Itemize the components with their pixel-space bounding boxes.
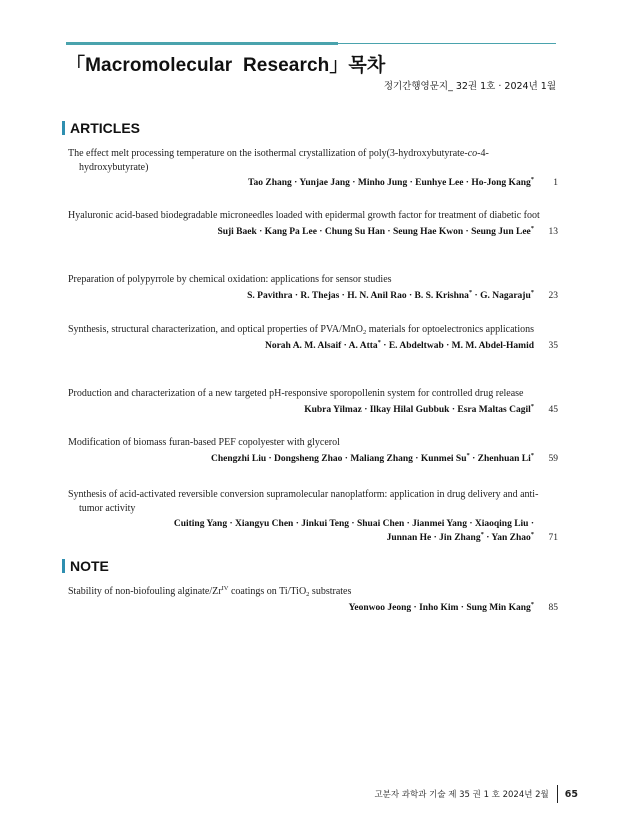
page-number: 71 — [548, 532, 558, 543]
page-title: 「Macromolecular Research」목차 — [66, 55, 386, 76]
section-heading-label: NOTE — [70, 558, 109, 574]
author-line — [68, 453, 558, 467]
article-authors: S. Pavithra · R. Thejas · H. N. Anil Rao · B. S. Krishna* · G. Nagaraju* — [247, 288, 534, 301]
page-footer — [374, 785, 578, 803]
toc-entry[interactable] — [68, 147, 558, 191]
article-title[interactable]: The effect melt processing temperature on the isothermal crystallization of poly(3-hydroxybutyrate-co-4-hydroxybutyrate) — [68, 148, 489, 173]
section-heading-label: ARTICLES — [70, 120, 140, 136]
footer-journal: 고분자 과학과 기술 제 35 권 1 호 2024년 2월 — [374, 790, 549, 800]
toc-entry[interactable] — [68, 436, 558, 466]
author-line — [68, 226, 558, 240]
article-authors: Chengzhi Liu · Dongsheng Zhao · Maliang Zhang · Kunmei Su* · Zhenhuan Li* — [210, 451, 534, 464]
article-authors: Yeonwoo Jeong · Inho Kim · Sung Min Kang* — [348, 600, 534, 613]
toc-entry[interactable] — [68, 387, 558, 417]
author-line — [68, 177, 558, 191]
author-line — [68, 602, 558, 616]
author-line — [68, 290, 558, 304]
section-heading-articles — [62, 120, 140, 136]
toc-entry[interactable] — [68, 488, 558, 545]
toc-entry[interactable] — [68, 273, 558, 303]
article-authors: Kubra Yilmaz · Ilkay Hilal Gubbuk · Esra Maltas Cagil* — [304, 402, 534, 415]
article-title[interactable]: Synthesis, structural characterization, and optical properties of PVA/MnO$_2$ materials for optoelectronics applications — [68, 324, 535, 336]
section-marker — [62, 559, 65, 573]
article-title[interactable]: Modification of biomass furan-based PEF copolyester with glycerol — [68, 437, 340, 448]
article-title[interactable]: Stability of non-biofouling alginate/$Zr^{IV}$ coatings on Ti/TiO$_2$ substrates — [68, 585, 352, 598]
article-authors: Cuiting Yang · Xiangyu Chen · Jinkui Teng · Shuai Chen · Jianmei Yang · Xiaoqing Liu · Junnan He · Jin Zhang* · Yan Zhao* — [173, 519, 534, 543]
article-authors: Suji Baek · Kang Pa Lee · Chung Su Han · Seung Hae Kwon · Seung Jun Lee* — [217, 224, 534, 237]
article-title[interactable]: Preparation of polypyrrole by chemical oxidation: applications for sensor studies — [68, 274, 392, 285]
page-number: 59 — [548, 453, 558, 464]
author-line — [68, 340, 558, 354]
toc-entry[interactable] — [68, 323, 558, 353]
article-title[interactable]: Hyaluronic acid-based biodegradable microneedles loaded with epidermal growth factor for treatment of diabetic foot — [68, 210, 540, 221]
article-authors: Tao Zhang · Yunjae Jang · Minho Jung · Eunhye Lee · Ho-Jong Kang* — [248, 176, 534, 188]
page-number: 23 — [548, 290, 558, 301]
toc-entry[interactable] — [68, 209, 558, 239]
page-number: 35 — [548, 340, 558, 351]
header-rule — [66, 43, 556, 44]
article-title[interactable]: Synthesis of acid-activated reversible conversion supramolecular nanoplatform: application in drug delivery and anti-tumor activity — [68, 489, 539, 514]
toc-entry[interactable] — [68, 585, 558, 615]
author-line — [68, 518, 558, 545]
page-number: 45 — [548, 404, 558, 415]
page-number: 85 — [548, 602, 558, 613]
issue-info: 정기간행영문지_ 32권 1호 · 2024년 1월 — [383, 81, 556, 92]
section-marker — [62, 121, 65, 135]
footer-divider — [557, 785, 558, 803]
section-heading-note — [62, 558, 109, 574]
footer-page-number: 65 — [564, 788, 578, 800]
article-title[interactable]: Production and characterization of a new targeted pH-responsive sporopollenin system for controlled drug release — [68, 388, 524, 399]
author-line — [68, 404, 558, 418]
article-authors: Norah A. M. Alsaif · A. Atta* · E. Abdeltwab · M. M. Abdel-Hamid — [264, 338, 534, 351]
page-number: 13 — [548, 226, 558, 237]
page-number: 1 — [553, 178, 558, 188]
